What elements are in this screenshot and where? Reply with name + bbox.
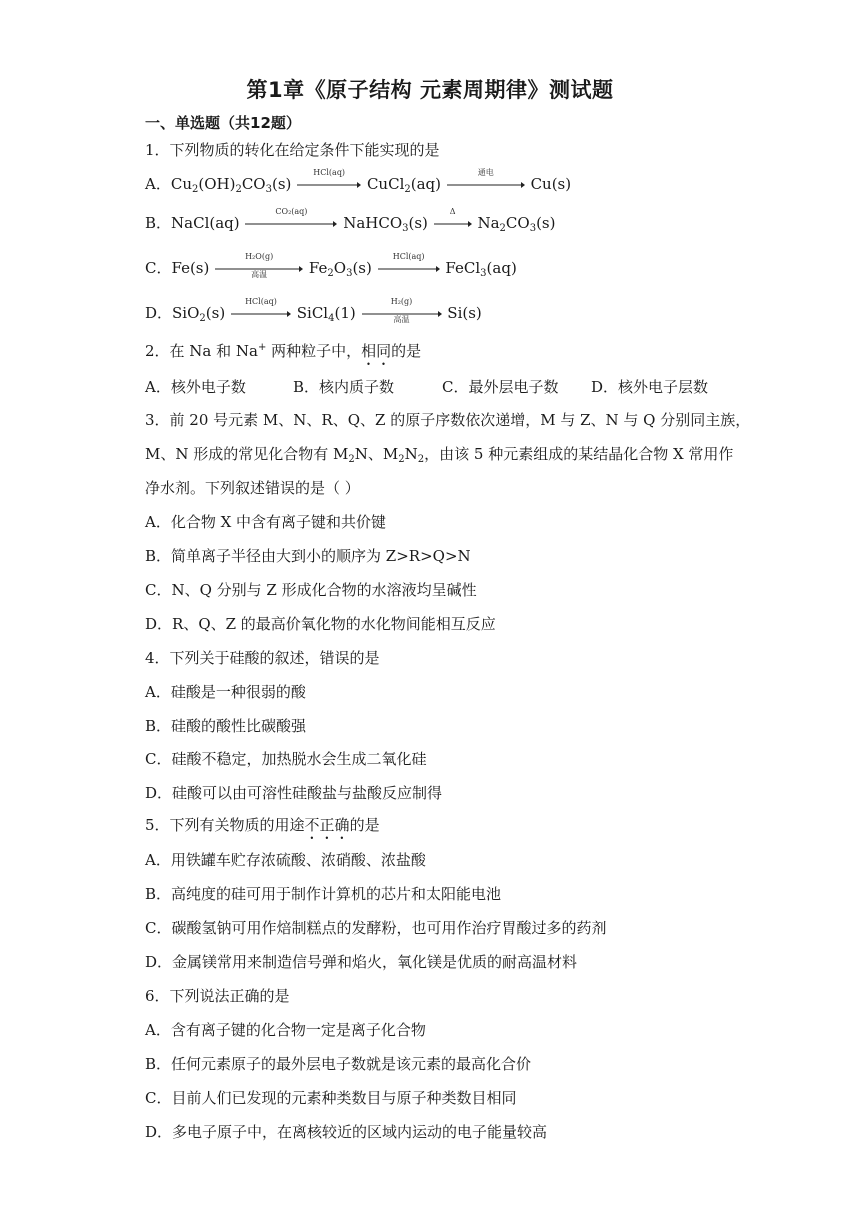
q4-option-c: C．硅酸不稳定，加热脱水会生成二氧化硅: [145, 750, 427, 768]
q3-stem-line3: 净水剂。下列叙述错误的是（ ）: [145, 479, 360, 497]
q5-option-a: A．用铁罐车贮存浓硫酸、浓硝酸、浓盐酸: [145, 851, 426, 869]
q3-stem-line2: M、N 形成的常见化合物有 $M_2N$、$M_2N_2$，由该 5 种元素组成的某结晶化合物 X 常用作: [145, 445, 734, 465]
reaction-arrow-icon: HCl(aq): [231, 310, 291, 318]
q2-option-a: A．核外电子数: [145, 378, 246, 396]
q4-option-b: B．硅酸的酸性比碳酸强: [145, 717, 307, 735]
q5-option-d: D．金属镁常用来制造信号弹和焰火，氧化镁是优质的耐高温材料: [145, 953, 578, 971]
q6-option-d: D．多电子原子中，在离核较近的区域内运动的电子能量较高: [145, 1123, 548, 1141]
q1-option-a: A．$Cu_2(OH)_2CO_3(s)$ HCl(aq) CuCl$_2$(aq) 通电 Cu(s): [145, 168, 572, 195]
q3-option-c: C．N、Q 分别与 Z 形成化合物的水溶液均呈碱性: [145, 581, 477, 599]
reaction-arrow-icon: CO₂(aq): [245, 220, 337, 228]
q6-option-b: B．任何元素原子的最外层电子数就是该元素的最高化合价: [145, 1055, 532, 1073]
q4-stem: 4．下列关于硅酸的叙述，错误的是: [145, 649, 380, 667]
q6-option-c: C．目前人们已发现的元素种类数目与原子种类数目相同: [145, 1089, 517, 1107]
q5-option-b: B．高纯度的硅可用于制作计算机的芯片和太阳能电池: [145, 885, 502, 903]
q3-stem-line1: 3．前 20 号元素 M、N、R、Q、Z 的原子序数依次递增，M 与 Z、N 与 Q 分别同主族，: [145, 411, 751, 429]
q1-stem: 1．下列物质的转化在给定条件下能实现的是: [145, 141, 440, 159]
q2-option-d: D．核外电子层数: [591, 378, 709, 396]
q6-option-a: A．含有离子键的化合物一定是离子化合物: [145, 1021, 426, 1039]
q5-stem: 5．下列有关物质的用途不正确的是: [145, 816, 380, 834]
q3-option-b: B．简单离子半径由大到小的顺序为 Z>R>Q>N: [145, 547, 471, 565]
q3-option-a: A．化合物 X 中含有离子键和共价键: [145, 513, 387, 531]
q2-option-c: C．最外层电子数: [442, 378, 559, 396]
q2-option-b: B．核内质子数: [293, 378, 395, 396]
reaction-arrow-icon: Δ: [434, 220, 472, 228]
emphasis-text: 相同: [361, 342, 392, 360]
q4-option-a: A．硅酸是一种很弱的酸: [145, 683, 306, 701]
page-title: 第1章《原子结构 元素周期律》测试题: [246, 78, 614, 102]
q1-option-c: C．Fe(s) H₂O(g) 高温 $Fe_2O_3(s)$ HCl(aq) FeCl$_3$(aq): [145, 252, 517, 279]
q1-option-d: D．SiO$_2$(s) HCl(aq) SiCl$_4$(1) H₂(g) 高温 Si(s): [145, 297, 482, 324]
emphasis-text: 不正确: [304, 816, 350, 834]
q2-stem: 2．在 Na 和 Na+ 两种粒子中，相同的是: [145, 342, 422, 360]
q4-option-d: D．硅酸可以由可溶性硅酸盐与盐酸反应制得: [145, 784, 443, 802]
q6-stem: 6．下列说法正确的是: [145, 987, 290, 1005]
reaction-arrow-icon: 通电: [447, 181, 525, 189]
q3-option-d: D．R、Q、Z 的最高价氧化物的水化物间能相互反应: [145, 615, 496, 633]
reaction-arrow-icon: HCl(aq): [297, 181, 361, 189]
q1-option-b: B．NaCl(aq) CO₂(aq) NaHCO$_3$(s) Δ $Na_2CO_3(s)$: [145, 207, 556, 234]
reaction-arrow-icon: HCl(aq): [378, 265, 440, 273]
section-heading: 一、单选题（共12题）: [145, 114, 301, 132]
reaction-arrow-icon: H₂(g) 高温: [362, 310, 442, 318]
reaction-arrow-icon: H₂O(g) 高温: [215, 265, 303, 273]
q5-option-c: C．碳酸氢钠可用作焙制糕点的发酵粉，也可用作治疗胃酸过多的药剂: [145, 919, 607, 937]
